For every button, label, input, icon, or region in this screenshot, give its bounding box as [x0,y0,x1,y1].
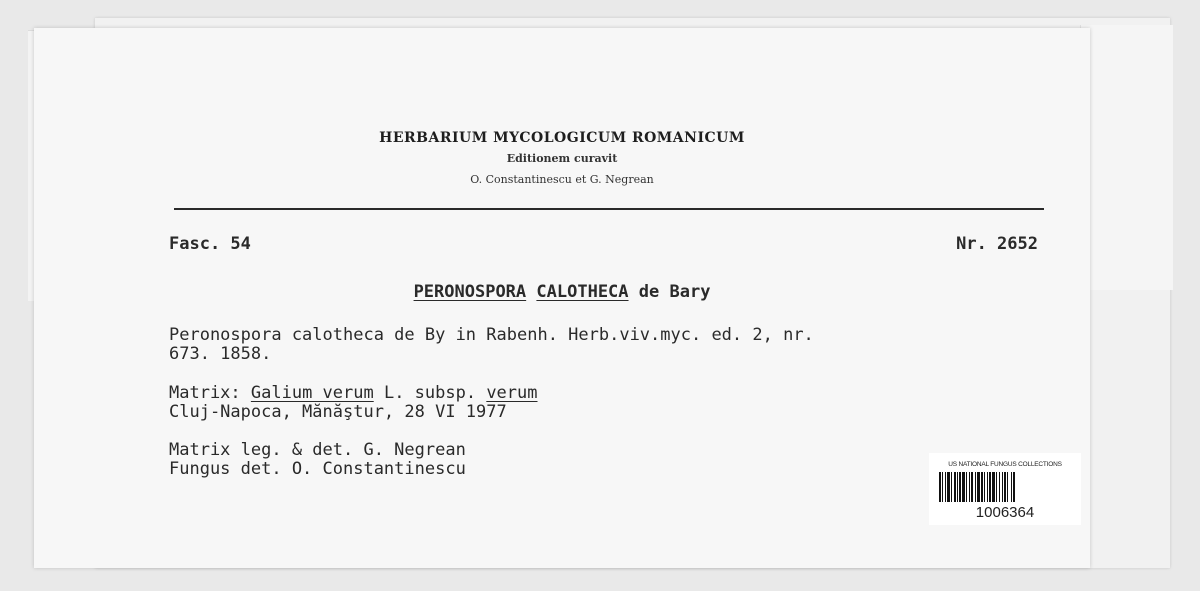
citation [169,326,814,364]
barcode-stripe [1015,472,1016,502]
matrix-line [169,384,538,403]
fascicle-number: Fasc. 54 [169,234,251,254]
barcode-icon [939,472,1071,502]
citation-line: Peronospora calotheca de By in Rabenh. Herb.viv.myc. ed. 2, nr. [169,325,814,345]
locality: Cluj-Napoca, Mănăştur, 28 VI 1977 [169,402,507,422]
barcode-label [929,453,1081,525]
species-author: de Bary [638,282,711,302]
collector-line: Fungus det. O. Constantinescu [169,459,466,479]
collector-line: Matrix leg. & det. G. Negrean [169,440,466,460]
header-divider [174,208,1044,210]
matrix-prefix: Matrix: [169,383,251,403]
epithet: CALOTHECA [536,282,629,302]
matrix-info [169,384,538,422]
citation-line: 673. 1858. [169,344,272,364]
species-name [34,282,1090,302]
envelope-flap-right [1080,25,1173,290]
specimen-label [34,28,1090,568]
host-subspecies: verum [486,383,538,403]
barcode-institution: US NATIONAL FUNGUS COLLECTIONS [948,461,1062,468]
specimen-number: Nr. 2652 [956,234,1038,254]
barcode-number: 1006364 [975,504,1035,521]
label-header [34,130,1090,186]
matrix-middle: L. subsp. [373,383,487,403]
genus: PERONOSPORA [413,282,527,302]
collectors [169,441,466,479]
herbarium-title: HERBARIUM MYCOLOGICUM ROMANICUM [379,130,745,146]
host-name: Galium verum [250,383,374,403]
editors: O. Constantinescu et G. Negrean [470,173,654,186]
editor-caption: Editionem curavit [506,152,618,165]
